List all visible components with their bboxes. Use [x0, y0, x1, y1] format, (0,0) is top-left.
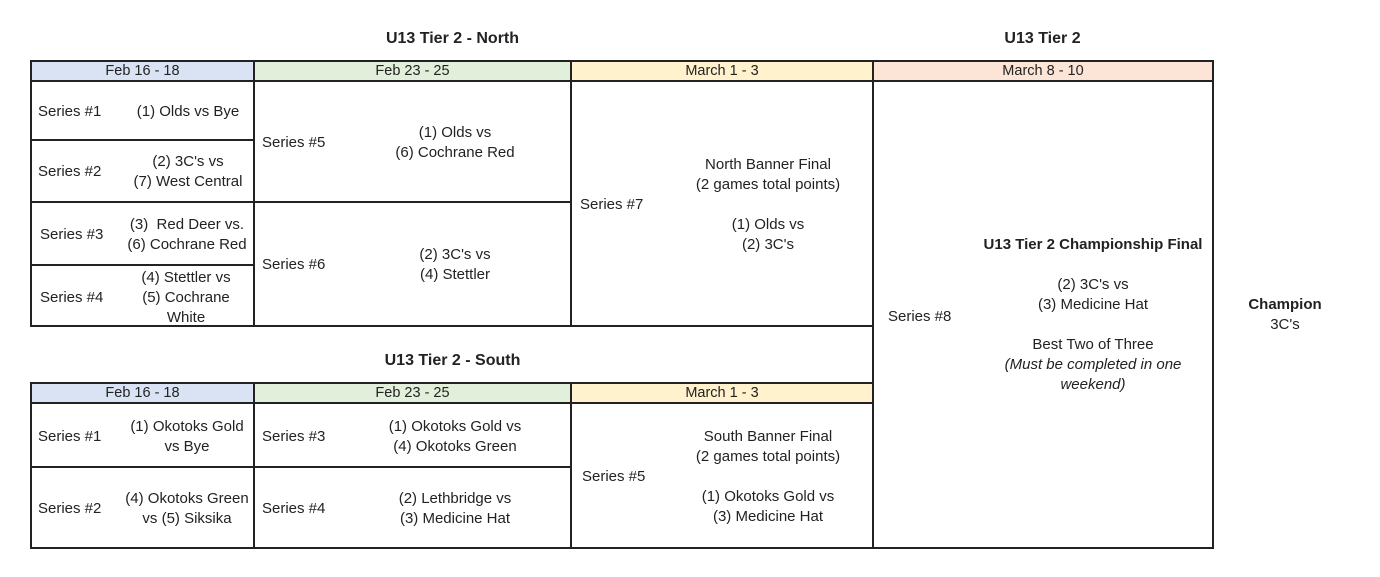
south-series2-cell	[30, 466, 255, 549]
north-series7-label: Series #7	[580, 196, 644, 213]
north-series3-line2: (6) Cochrane Red	[127, 236, 247, 253]
north-series7-cell	[570, 80, 874, 327]
north-series4-line3: White	[166, 309, 206, 326]
north-header-feb16	[30, 60, 255, 82]
north-series7-game	[672, 155, 864, 255]
north-series5-line2: (6) Cochrane Red	[395, 144, 515, 161]
north-series7-line3: (1) Olds vs	[731, 216, 805, 233]
south-header-mar1	[570, 382, 874, 404]
south-series3-cell	[253, 402, 572, 468]
south-series3-line1: (1) Okotoks Gold vs	[388, 418, 522, 435]
south-series2-line2: vs (5) Siksika	[142, 510, 232, 527]
north-series4-cell	[30, 264, 255, 327]
south-series5-line4: (3) Medicine Hat	[712, 508, 824, 525]
north-series2-label: Series #2	[38, 163, 102, 180]
north-series7-line1: North Banner Final	[705, 156, 831, 173]
north-series2-cell	[30, 139, 255, 203]
north-series5-game	[365, 123, 545, 163]
north-series7-line4: (2) 3C's	[741, 236, 795, 253]
south-header-feb23-text: Feb 23 - 25	[375, 385, 450, 401]
north-series3-label: Series #3	[40, 226, 104, 243]
champion-block	[1230, 295, 1340, 335]
south-series5-line1: South Banner Final	[703, 428, 833, 445]
south-series1-line1: (1) Okotoks Gold	[130, 418, 244, 435]
south-series4-game	[365, 489, 545, 529]
south-header-feb23	[253, 382, 572, 404]
champion-team: 3C's	[1270, 316, 1300, 333]
tier2-series8-line2: (3) Medicine Hat	[1037, 296, 1149, 313]
north-series3-game	[120, 215, 254, 255]
north-header-mar1-text: March 1 - 3	[685, 63, 759, 79]
south-series1-label: Series #1	[38, 428, 102, 445]
tier2-series8-heading: U13 Tier 2 Championship Final	[983, 236, 1203, 253]
north-series6-game	[365, 245, 545, 285]
north-series4-line2: (5) Cochrane	[142, 289, 230, 306]
tier2-series8-game	[970, 235, 1216, 395]
north-series6-label: Series #6	[262, 256, 326, 273]
south-series5-cell	[570, 402, 874, 549]
south-series2-line1: (4) Okotoks Green	[125, 490, 249, 507]
south-series1-line2: vs Bye	[164, 438, 210, 455]
tier2-series8-note1: (Must be completed in one	[1004, 356, 1182, 373]
north-title: U13 Tier 2 - North	[385, 30, 520, 47]
south-series3-game	[365, 417, 545, 457]
north-series2-line2: (7) West Central	[133, 173, 243, 190]
tier2-header-mar8	[872, 60, 1214, 82]
north-series4-game	[122, 268, 250, 328]
south-header-feb16	[30, 382, 255, 404]
tier2-title: U13 Tier 2	[1004, 30, 1081, 47]
south-series5-line3: (1) Okotoks Gold vs	[701, 488, 835, 505]
tier2-series8-line1: (2) 3C's vs	[1057, 276, 1129, 293]
north-series6-line2: (4) Stettler	[419, 266, 491, 283]
north-header-mar1	[570, 60, 874, 82]
south-series4-label: Series #4	[262, 500, 326, 517]
tier2-series8-label: Series #8	[888, 308, 952, 325]
tier2-header-mar8-text: March 8 - 10	[1002, 63, 1084, 79]
north-header-feb23-text: Feb 23 - 25	[375, 63, 450, 79]
south-series1-cell	[30, 402, 255, 468]
south-title: U13 Tier 2 - South	[384, 352, 521, 369]
north-header-feb16-text: Feb 16 - 18	[105, 63, 180, 79]
south-header-mar1-text: March 1 - 3	[685, 385, 759, 401]
north-series2-line1: (2) 3C's vs	[152, 153, 224, 170]
north-series5-cell	[253, 80, 572, 203]
south-series2-label: Series #2	[38, 500, 102, 517]
south-series4-line1: (2) Lethbridge vs	[398, 490, 512, 507]
north-series4-line1: (4) Stettler vs	[141, 269, 231, 286]
south-series3-label: Series #3	[262, 428, 326, 445]
north-series7-line2: (2 games total points)	[695, 176, 841, 193]
south-series4-cell	[253, 466, 572, 549]
north-series2-game	[124, 152, 252, 192]
north-series6-line1: (2) 3C's vs	[419, 246, 491, 263]
north-series3-cell	[30, 201, 255, 266]
south-header-feb16-text: Feb 16 - 18	[105, 385, 180, 401]
tier2-series8-line3: Best Two of Three	[1032, 336, 1154, 353]
south-series2-game	[118, 489, 256, 529]
north-header-feb23	[253, 60, 572, 82]
north-series4-label: Series #4	[40, 289, 104, 306]
south-series1-game	[120, 417, 254, 457]
tier2-series8-cell	[872, 80, 1214, 549]
south-series5-line2: (2 games total points)	[695, 448, 841, 465]
tier2-series8-note2: weekend)	[1060, 376, 1126, 393]
north-series5-line1: (1) Olds vs	[418, 124, 492, 141]
south-series3-line2: (4) Okotoks Green	[393, 438, 517, 455]
north-series1-game: (1) Olds vs Bye	[136, 103, 240, 120]
north-series1-cell	[30, 80, 255, 141]
south-series4-line2: (3) Medicine Hat	[399, 510, 511, 527]
north-series3-line1: (3) Red Deer vs.	[129, 216, 245, 233]
north-series5-label: Series #5	[262, 134, 326, 151]
north-series6-cell	[253, 201, 572, 327]
north-series1-label: Series #1	[38, 103, 102, 120]
champion-label: Champion	[1248, 296, 1322, 313]
south-series5-label: Series #5	[582, 468, 646, 485]
south-series5-game	[668, 427, 868, 527]
